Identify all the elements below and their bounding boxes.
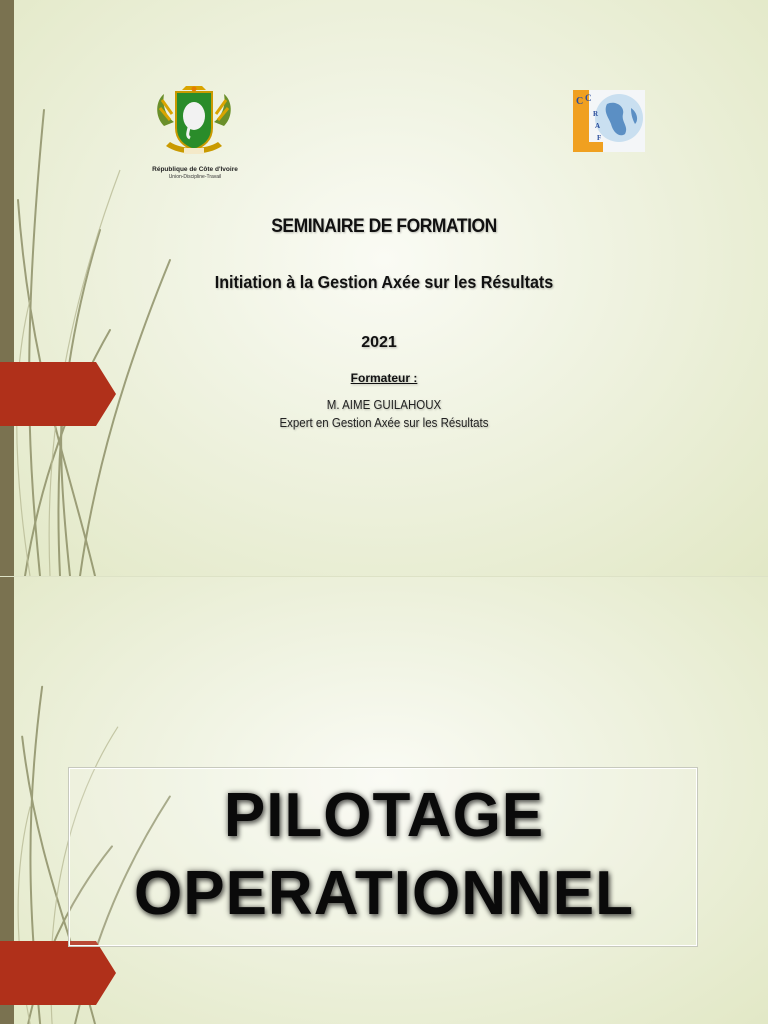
slide-pilotage-title bbox=[0, 576, 768, 1024]
coat-of-arms-icon bbox=[152, 86, 236, 160]
emblem-caption-country: République de Côte d'Ivoire bbox=[152, 166, 238, 173]
formateur-label: Formateur : bbox=[350, 371, 418, 385]
svg-text:F: F bbox=[597, 134, 602, 142]
seminar-year: 2021 bbox=[361, 334, 397, 351]
title-line-pilotage: PILOTAGE bbox=[223, 781, 545, 850]
arrow-tab-marker bbox=[0, 941, 116, 1005]
seminar-heading: SEMINAIRE DE FORMATION bbox=[271, 216, 497, 237]
svg-text:R: R bbox=[593, 110, 599, 118]
svg-text:C: C bbox=[585, 93, 592, 103]
trainer-role: Expert en Gestion Axée sur les Résultats bbox=[279, 416, 489, 430]
svg-text:A: A bbox=[595, 122, 601, 130]
title-frame bbox=[68, 767, 698, 947]
emblem-caption-motto: Union-Discipline-Travail bbox=[168, 174, 222, 180]
svg-text:C: C bbox=[576, 96, 584, 107]
seminar-subheading: Initiation à la Gestion Axée sur les Résultats bbox=[214, 272, 554, 292]
title-line-operationnel: OPERATIONNEL bbox=[134, 859, 634, 928]
globe-logo-icon bbox=[573, 90, 645, 152]
trainer-name: M. AIME GUILAHOUX bbox=[326, 398, 442, 412]
